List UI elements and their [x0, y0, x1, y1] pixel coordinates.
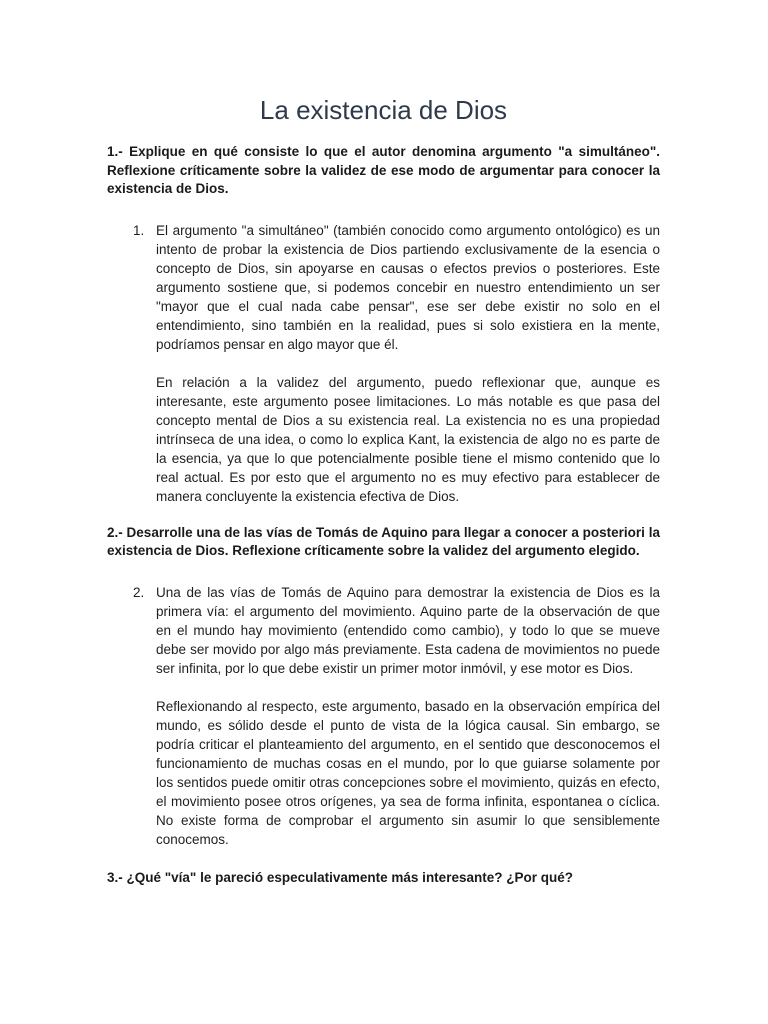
answer-1-paragraph-1: El argumento "a simultáneo" (también conocido como argumento ontológico) es un intento de probar la existencia de Dios partiendo exclusivamente de la esencia o concepto de Dios, sin apoyarse en causas o efectos previos o posteriores. Este argumento sostiene que, si podemos concebir en nuestro entendimiento un ser "mayor que el cual nada cabe pensar", ese ser debe existir no solo en el entendimiento, sino también en la realidad, pues si solo existiera en la mente, podríamos pensar en algo mayor que él. — [156, 222, 660, 352]
answer-1-paragraph-2: En relación a la validez del argumento, puedo reflexionar que, aunque es interesante, este argumento posee limitaciones. Lo más notable es que pasa del concepto mental de Dios a su existencia real. La existencia no es una propiedad intrínseca de una idea, o como lo explica Kant, la existencia de algo no es parte de la esencia, ya que lo que potencialmente posible tiene el mismo contenido que lo real actual. Es por esto que el argumento no es muy efectivo para establecer de manera concluyente la existencia efectiva de Dios. — [156, 374, 660, 504]
page-title: La existencia de Dios — [259, 95, 508, 125]
answer-1 — [107, 221, 660, 506]
question-1: 1.- Explique en qué consiste lo que el autor denomina argumento "a simultáneo". Reflexione críticamente sobre la validez de ese modo de argumentar para conocer la existencia de Dios. — [107, 144, 660, 196]
question-3: 3.- ¿Qué "vía" le pareció especulativamente más interesante? ¿Por qué? — [107, 869, 573, 885]
question-2: 2.- Desarrolle una de las vías de Tomás de Aquino para llegar a conocer a posteriori la existencia de Dios. Reflexione críticamente sobre la validez del argumento elegido. — [107, 524, 660, 558]
document-page — [107, 0, 660, 1024]
answer-2-paragraph-1: Una de las vías de Tomás de Aquino para demostrar la existencia de Dios es la primera vía: el argumento del movimiento. Aquino parte de la observación de que en el mundo hay movimiento (entendido como cambio), y todo lo que se mueve debe ser movido por algo más previamente. Esta cadena de movimientos no puede ser infinita, por lo que debe existir un primer motor inmóvil, y ese motor es Dios. — [156, 584, 660, 676]
list-number-1: 1. — [133, 222, 145, 238]
list-number-2: 2. — [133, 584, 145, 600]
answer-2 — [107, 583, 660, 849]
answer-2-paragraph-2: Reflexionando al respecto, este argumento, basado en la observación empírica del mundo, es sólido desde el punto de vista de la lógica causal. Sin embargo, se podría criticar el planteamiento del argumento, en el sentido que desconocemos el funcionamiento de muchas cosas en el mundo, por lo que guiarse solamente por los sentidos puede omitir otras concepciones sobre el movimiento, quizás en efecto, el movimiento posee otros orígenes, ya sea de forma infinita, espontanea o cíclica. No existe forma de comprobar el argumento sin asumir lo que sensiblemente conocemos. — [156, 698, 660, 847]
